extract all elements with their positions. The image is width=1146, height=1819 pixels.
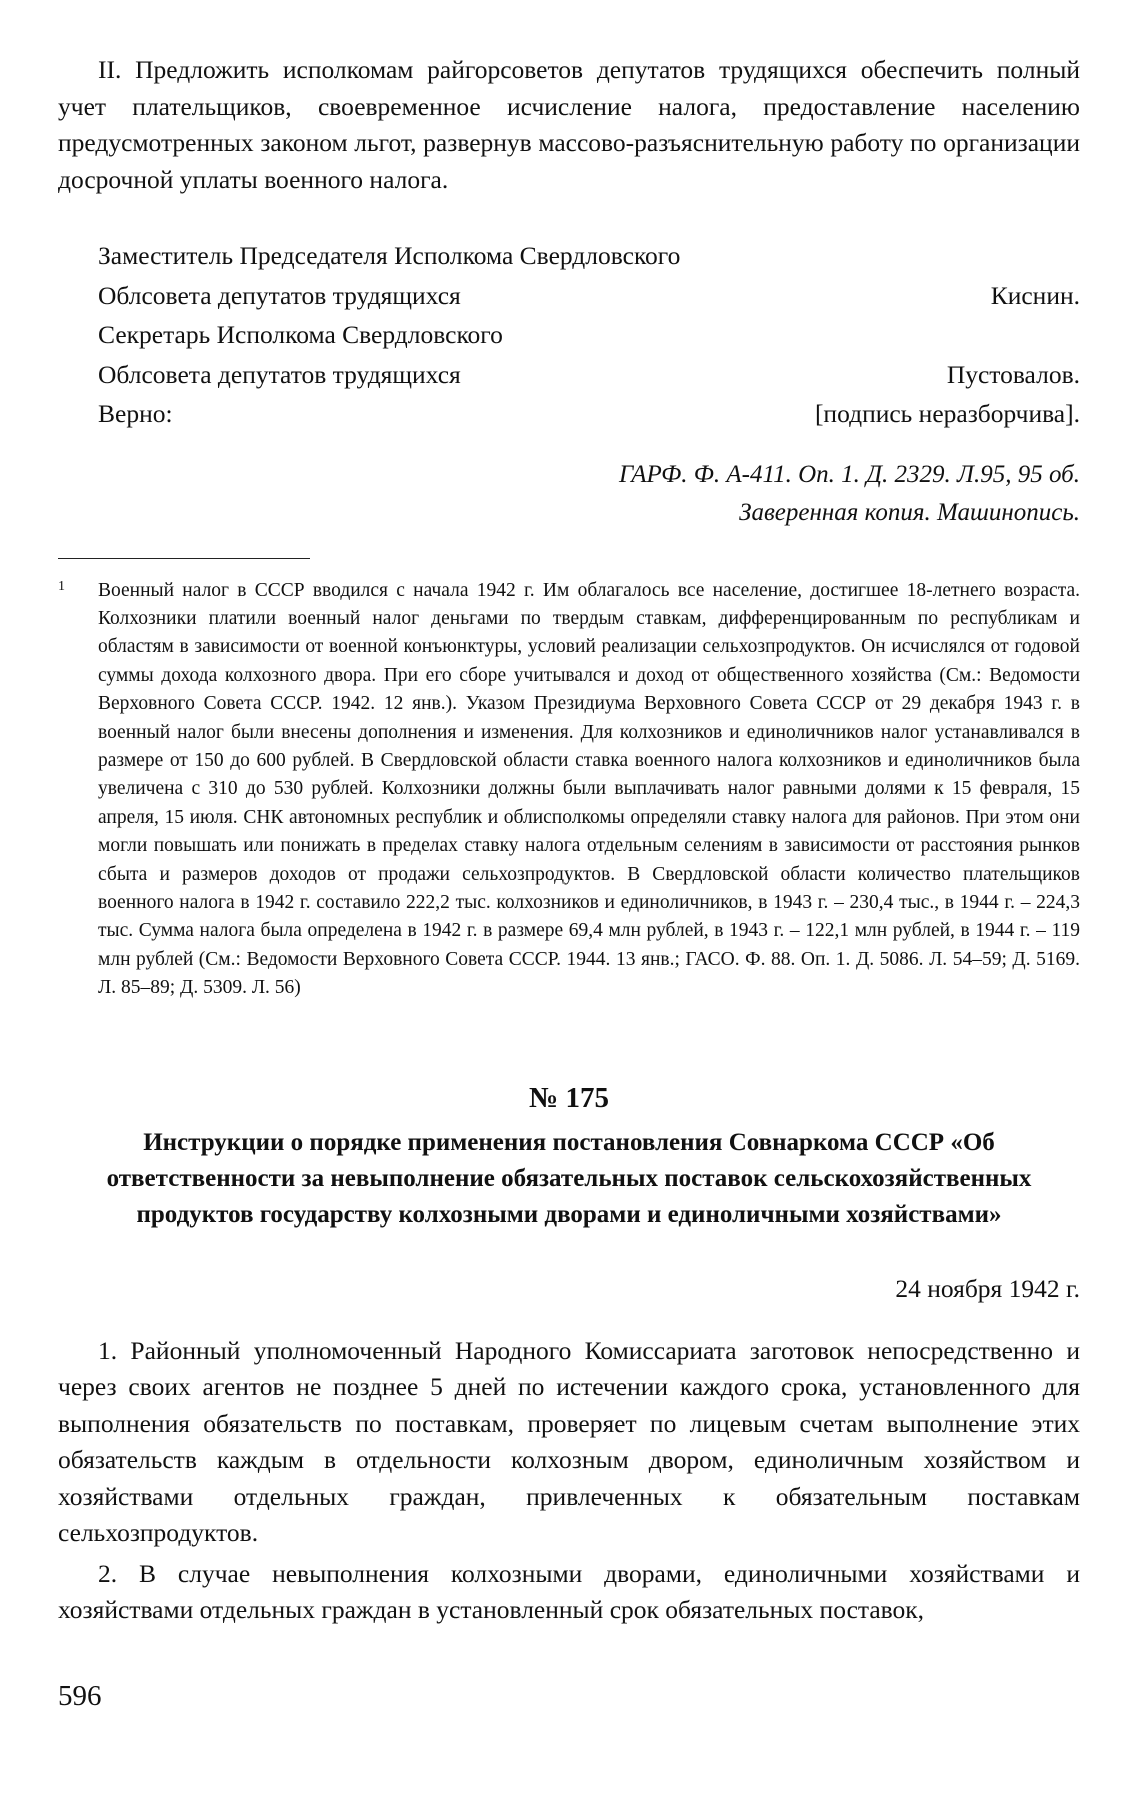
certified-label: Верно:: [98, 399, 173, 428]
document-date: 24 ноября 1942 г.: [895, 1273, 1080, 1303]
signature-line-3: [98, 315, 1080, 355]
top-paragraph: II. Предложить исполкомам райгорсоветов депутатов трудящихся обеспечить полный учет плательщиков, своевременное исчисление налога, предоставление населению предусмотренных законом льгот, развернув массово-разъяснительную работу по организации досрочной уплаты военного налога.: [58, 55, 1080, 194]
deputy-chairman-org: Облсовета депутатов трудящихся: [98, 280, 461, 310]
secretary-org: Облсовета депутатов трудящихся: [98, 359, 461, 389]
document-title: Инструкции о порядке применения постановления Совнаркома СССР «Об ответственности за невыполнение обязательных поставок сельскохозяйственных продуктов государству колхозными дворами и единоличными хозяйствами»: [106, 1128, 1032, 1228]
deputy-chairman-name: Киснин.: [990, 280, 1080, 310]
secretary-title: Секретарь Исполкома Свердловского: [98, 320, 503, 349]
footnote-text: Военный налог в СССР вводился с начала 1942 г. Им облагалось все население, достигшее 18-летнего возраста. Колхозники платили военный налог деньгами по твердым ставкам, дифференцированным по республикам и областям в зависимости от военной конъюнктуры, условий реализации сельхозпродуктов. Он исчислялся от годовой суммы дохода колхозного двора. При его сборе учитывался и доход от общественного хозяйства (См.: Ведомости Верховного Совета СССР. 1942. 12 янв.). Указом Президиума Верховного Совета СССР от 29 декабря 1943 г. в военный налог были внесены дополнения и изменения. Для колхозников и единоличников налог устанавливался в размере от 150 до 600 рублей. В Свердловской области ставка военного налога колхозников и единоличников была увеличена с 310 до 530 рублей. Колхозники должны были выплачивать налог равными долями к 15 февраля, 15 апреля, 15 июля. СНК автономных республик и облисполкомы определяли ставку налога для районов. При этом они могли повышать или понижать в пределах ставку налога отдельным селениям в зависимости от расстояния рынков сбыта и размеров доходов от продажи сельхозпродуктов. В Свердловской области количество плательщиков военного налога в 1942 г. составило 222,2 тыс. колхозников и единоличников, в 1943 г. – 230,4 тыс., в 1944 г. – 224,3 тыс. Сумма налога была определена в 1942 г. в размере 69,4 млн рублей, в 1943 г. – 122,1 млн рублей, в 1944 г. – 119 млн рублей (См.: Ведомости Верховного Совета СССР. 1944. 13 янв.; ГАСО. Ф. 88. Оп. 1. Д. 5086. Л. 54–59; Д. 5169. Л. 85–89; Д. 5309. Л. 56): [98, 579, 1080, 999]
archive-source: [58, 456, 1080, 532]
footnote-divider: [58, 558, 310, 559]
signature-line-2: [98, 276, 1080, 316]
signature-line-4: [98, 355, 1080, 395]
body-paragraph-2: 2. В случае невыполнения колхозными дворами, единоличными хозяйствами и хозяйствами отдельных граждан в установленный срок обязательных поставок,: [58, 1558, 1080, 1625]
signature-block: [98, 236, 1080, 434]
footnote: [58, 577, 1080, 1003]
deputy-chairman-title: Заместитель Председателя Исполкома Свердловского: [98, 241, 681, 270]
document-page: [58, 52, 1080, 1629]
archive-reference: ГАРФ. Ф. А-411. Оп. 1. Д. 2329. Л.95, 95 об.: [618, 460, 1080, 488]
secretary-name: Пустовалов.: [946, 359, 1080, 389]
illegible-signature: [подпись неразборчива].: [814, 399, 1080, 428]
signature-line-5: [98, 394, 1080, 434]
copy-note: Заверенная копия. Машинопись.: [739, 498, 1080, 526]
signature-line-1: [98, 236, 1080, 276]
document-body: [58, 1333, 1080, 1629]
document-number: № 175: [529, 1081, 609, 1114]
body-paragraph-1: 1. Районный уполномоченный Народного Комиссариата заготовок непосредственно и через своих агентов не позднее 5 дней по истечении каждого срока, установленного для выполнения обязательств по поставкам, проверяет по лицевым счетам выполнение этих обязательств каждым в отдельности колхозным двором, единоличным хозяйством и хозяйствами отдельных граждан, привлеченных к обязательным поставкам сельхозпродуктов.: [58, 1335, 1080, 1548]
footnote-mark: 1: [58, 578, 65, 594]
page-number: 596: [58, 1680, 102, 1712]
